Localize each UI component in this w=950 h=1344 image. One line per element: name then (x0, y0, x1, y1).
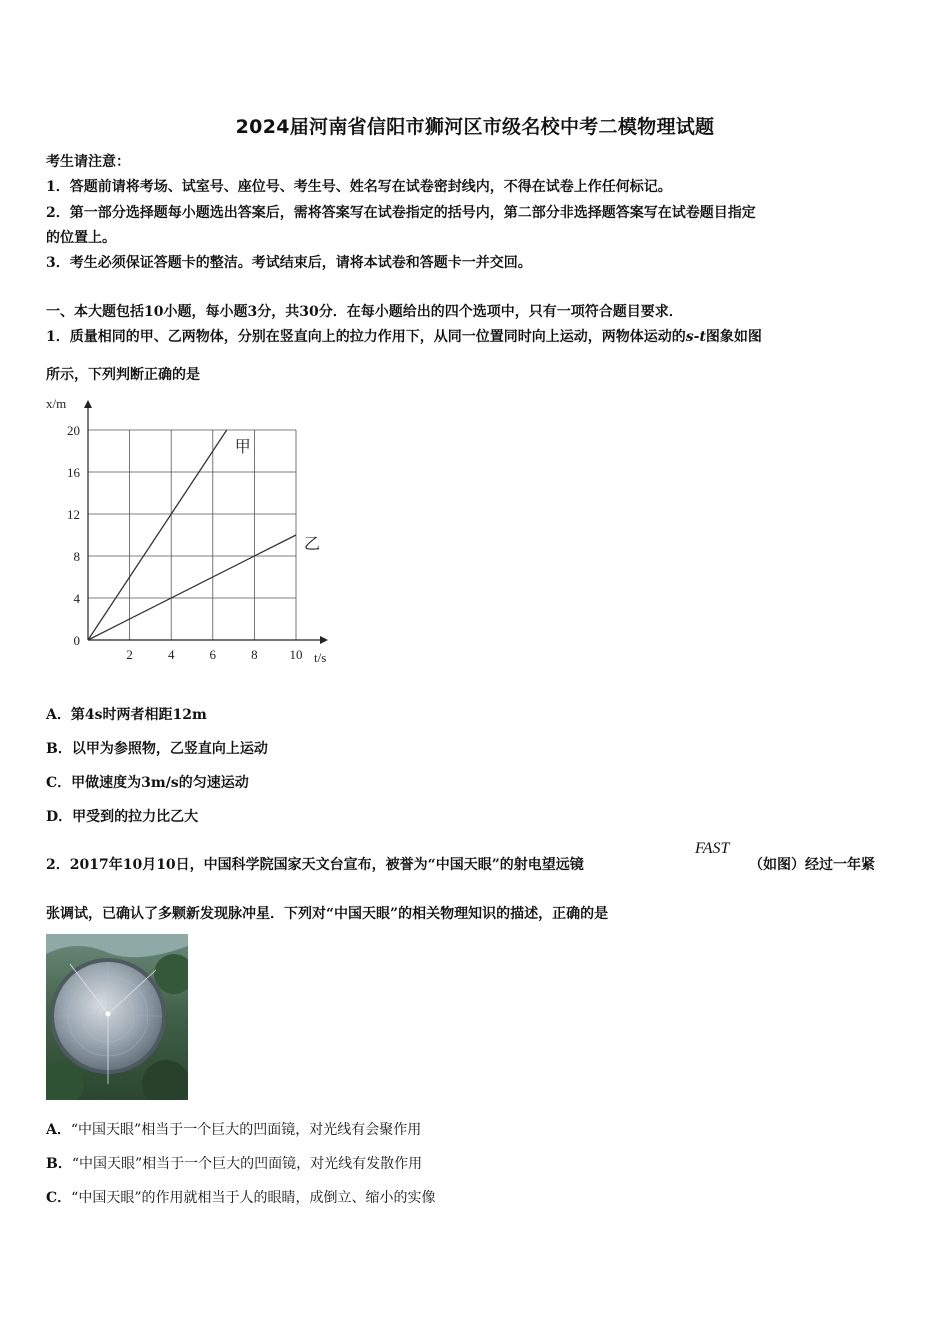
q1-option-c[interactable]: C．甲做速度为3m/s的匀速运动 (46, 775, 249, 791)
page-title: 2024届河南省信阳市狮河区市级名校中考二模物理试题 (235, 116, 715, 138)
q2-option-a-text: “中国天眼”相当于一个巨大的凹面镜，对光线有会聚作用 (70, 1122, 422, 1138)
q2-option-a-letter: A． (46, 1122, 71, 1138)
y-tick-label-12: 12 (67, 507, 80, 522)
origin-label: 0 (73, 633, 80, 648)
q1-option-b[interactable]: B．以甲为参照物，乙竖直向上运动 (46, 741, 268, 757)
chart-series (88, 430, 296, 640)
q1-text-pre: 1．质量相同的甲、乙两物体，分别在竖直向上的拉力作用下，从同一位置同时向上运动，两物体运动的 (46, 329, 686, 345)
q2-option-b-letter: B． (46, 1156, 72, 1172)
y-axis-label: x/m (46, 396, 67, 411)
x-tick-label-2: 2 (126, 647, 133, 662)
q1-option-a[interactable]: A．第4s时两者相距12m (46, 707, 207, 723)
y-tick-label-16: 16 (67, 465, 80, 480)
chart-grid (88, 430, 296, 640)
notice-item-1: 1．答题前请将考场、试室号、座位号、考生号、姓名写在试卷密封线内，不得在试卷上作任何标记。 (46, 179, 672, 195)
notice-item-2-cont: 的位置上。 (46, 230, 116, 246)
x-axis-label: t/s (314, 650, 327, 665)
notice-item-2: 2．第一部分选择题每小题选出答案后，需将答案写在试卷指定的括号内，第二部分非选择题答案写在试卷题目指定 (46, 205, 756, 221)
st-graph (40, 390, 340, 670)
series-label-jia: 甲 (234, 437, 251, 456)
q2-option-c-letter: C． (46, 1190, 72, 1206)
question-2-stem (46, 855, 584, 875)
y-tick-label-8: 8 (73, 549, 80, 564)
q2-option-b[interactable] (46, 1154, 422, 1174)
chart-axes (84, 400, 328, 644)
q2-option-b-text: “中国天眼”相当于一个巨大的凹面镜，对光线有发散作用 (71, 1156, 423, 1172)
q2-option-c-text: “中国天眼”的作用就相当于人的眼睛，成倒立、缩小的实像 (71, 1190, 436, 1206)
section-1-header: 一、本大题包括10小题，每小题3分，共30分．在每小题给出的四个选项中，只有一项符合题目要求． (46, 304, 683, 320)
q2-text-post: （如图）经过一年紧 (749, 857, 875, 873)
q1-option-d[interactable]: D．甲受到的拉力比乙大 (46, 809, 199, 825)
q2-option-a[interactable] (46, 1120, 421, 1140)
question-1-stem (46, 327, 762, 347)
series-line-jia (88, 430, 227, 640)
y-axis-arrow (84, 400, 92, 408)
fast-label: FAST (695, 840, 730, 857)
q2-text-pre: 2．2017年10月10日，中国科学院国家天文台宣布，被誉为“中国天眼”的射电望远镜 (46, 857, 584, 873)
x-tick-label-4: 4 (167, 647, 175, 662)
q1-text-post: 图象如图 (705, 329, 762, 345)
q1-symbol: s-t (685, 329, 706, 345)
x-tick-label-8: 8 (251, 647, 258, 662)
notice-item-3: 3．考生必须保证答题卡的整洁。考试结束后，请将本试卷和答题卡一并交回。 (46, 255, 532, 271)
question-1-stem-cont: 所示，下列判断正确的是 (46, 367, 200, 383)
series-label-yi: 乙 (304, 534, 321, 553)
x-axis-arrow (320, 636, 328, 644)
y-tick-label-4: 4 (73, 591, 80, 606)
x-tick-label-10: 10 (289, 647, 303, 662)
series-line-yi (88, 535, 296, 640)
notice-heading: 考生请注意： (46, 154, 130, 170)
question-2-stem-cont: 张调试，已确认了多颗新发现脉冲星．下列对“中国天眼”的相关物理知识的描述，正确的是 (46, 906, 609, 922)
x-tick-label-6: 6 (209, 647, 217, 662)
q2-option-c[interactable] (46, 1188, 435, 1208)
fast-telescope-photo (46, 934, 188, 1100)
y-tick-label-20: 20 (67, 423, 80, 438)
